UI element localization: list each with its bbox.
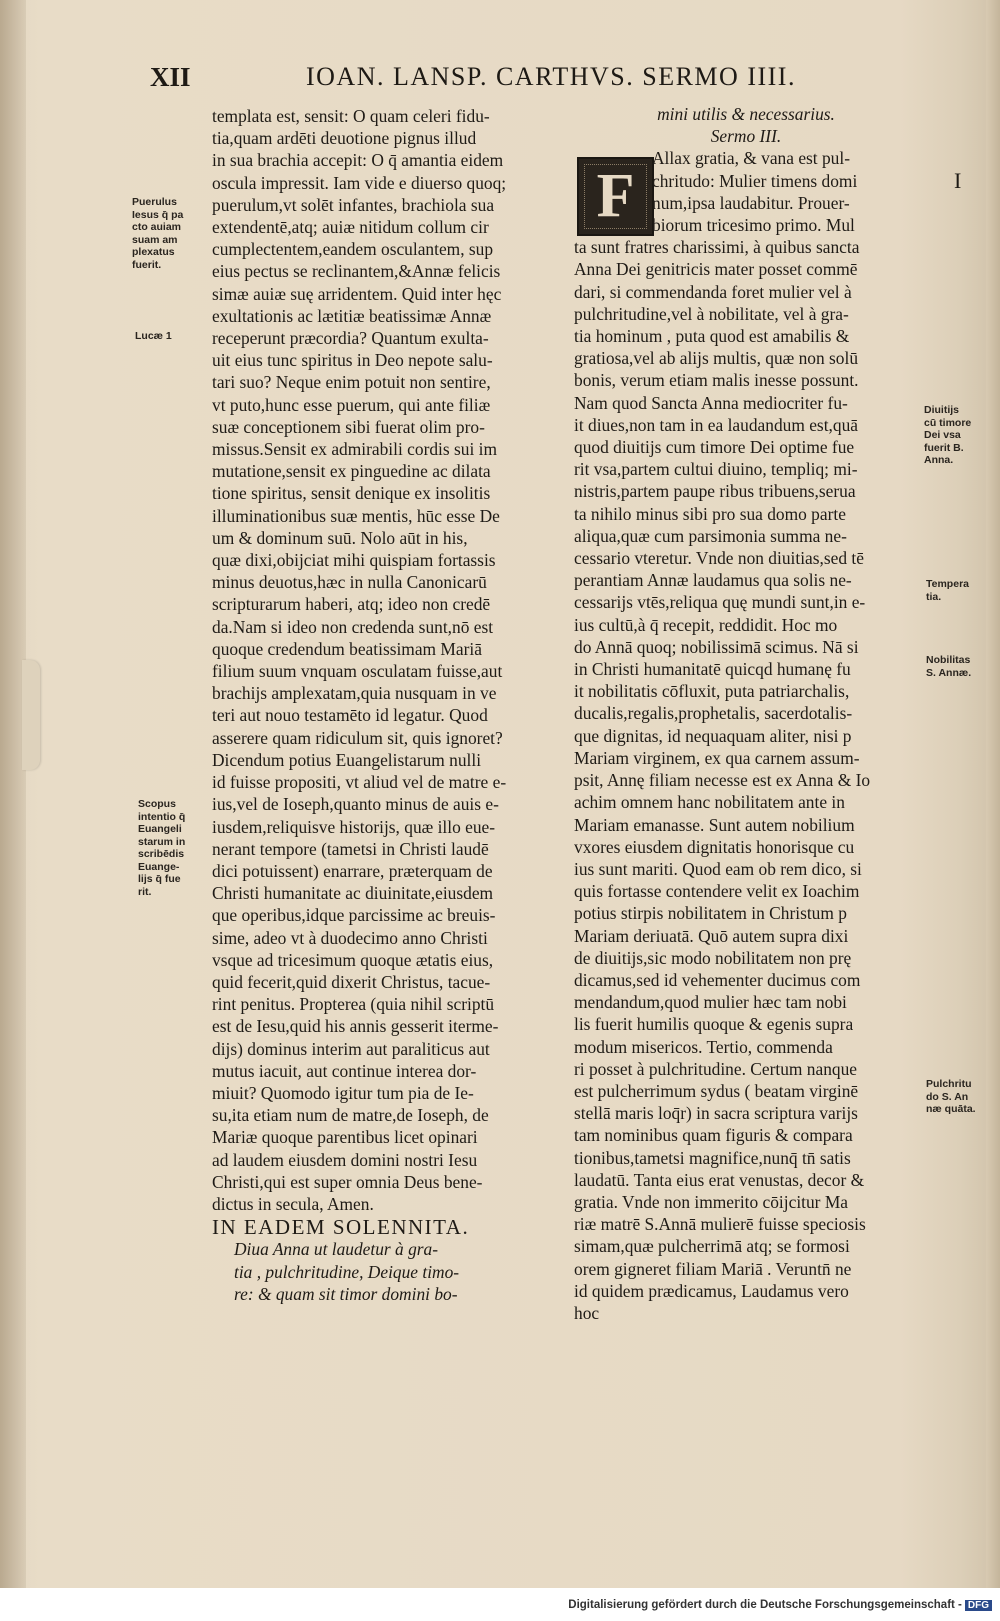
text-line: it diues,non tam in ea laudandum est,quā: [574, 414, 858, 435]
page-number: XII: [150, 62, 191, 92]
text-line: exultationis ac lætitiæ beatissimæ Annæ: [212, 305, 492, 326]
text-line: id quidem prædicamus, Laudamus vero: [574, 1280, 849, 1301]
text-line: riæ matrē S.Annā mulierē fuisse speciosis: [574, 1214, 866, 1235]
margin-note-line: intentio q̄: [138, 810, 186, 823]
margin-note-line: fuerit.: [132, 258, 162, 271]
text-line: dictus in secula, Amen.: [212, 1193, 374, 1214]
section-summary: [212, 1238, 550, 1305]
margin-note-luke: [135, 330, 172, 343]
text-line: cessario vteretur. Vnde non diuitias,sed tē: [574, 548, 864, 569]
text-line: psit, Annę filiam necesse est ex Anna & Io: [574, 770, 871, 791]
margin-note-line: Puerulus: [132, 196, 177, 208]
text-line: est de Iesu,quid his annis gesserit iterme-: [212, 1016, 499, 1037]
text-line: ius cultū,à q̄ recepit, reddidit. Hoc mo: [574, 614, 838, 635]
text-line: quid fecerit,quid dixerit Christus, tacue-: [212, 971, 491, 992]
left-column-lines: [212, 105, 550, 1215]
text-line: uit eius tunc spiritus in Deo nepote salu-: [212, 350, 493, 371]
margin-note-line: Dei vsa: [924, 429, 961, 441]
text-line: in sua brachia accepit: O q̄ amantia eidem: [212, 150, 504, 171]
summary-line: tia , pulchritudine, Deique timo-: [234, 1261, 460, 1282]
decorated-initial: F: [577, 157, 654, 236]
text-line: dici potuissent) enarrare, præterquam de: [212, 860, 493, 881]
text-line: Mariam emanasse. Sunt autem nobilium: [574, 814, 855, 835]
credit-text: Digitalisierung gefördert durch die Deutsche Forschungsgemeinschaft -: [568, 1599, 962, 1611]
text-line: vt puto,hunc esse puerum, qui ante filiæ: [212, 394, 491, 415]
text-line: chritudo: Mulier timens domi: [652, 170, 858, 191]
margin-note-line: Tempera: [926, 578, 969, 590]
text-line: quis fortasse contendere velit ex Ioachim: [574, 881, 860, 902]
text-line: su,ita etiam num de matre,de Ioseph, de: [212, 1105, 489, 1126]
text-line: tia hominum , puta quod est amabilis &: [574, 326, 850, 347]
text-line: iusdem,reliquisve historijs, quæ illo eue-: [212, 816, 496, 837]
text-line: hoc: [574, 1302, 600, 1323]
text-line: cumplectentem,eandem osculantem, sup: [212, 239, 494, 260]
text-line: dicamus,sed id vehementer ducimus com: [574, 969, 861, 990]
margin-note-line: starum in: [138, 835, 186, 848]
margin-note-puerulus: [132, 196, 183, 271]
text-line: ius,vel de Ioseph,quanto minus de auis e-: [212, 794, 499, 815]
margin-note-line: Scopus: [138, 798, 176, 810]
margin-note-line: suam am: [132, 233, 178, 246]
margin-note-scopus: [138, 798, 185, 898]
margin-note-line: cū timore: [924, 416, 972, 429]
text-line: que operibus,idque parcissime ac breuis-: [212, 905, 496, 926]
text-line: receperunt præcordia? Quantum exulta-: [212, 328, 489, 349]
text-line: oscula impressit. Iam vide e diuerso quoq;: [212, 172, 507, 193]
margin-note-line: do S. An: [926, 1090, 969, 1103]
summary-continuation: mini utilis & necessarius.: [657, 104, 835, 124]
right-text-column: [574, 103, 918, 1324]
text-line: ta nihilo minus sibi pro sua domo parte: [574, 503, 846, 524]
text-line: mendandum,quod mulier hæc tam nobi: [574, 992, 847, 1013]
text-line: Dicendum potius Euangelistarum nulli: [212, 749, 482, 770]
text-line: dari, si commendanda foret mulier vel à: [574, 281, 852, 302]
text-line: rint penitus. Propterea (quia nihil scriptū: [212, 994, 495, 1015]
text-line: potius stirpis nobilitatem in Christum p: [574, 903, 847, 924]
text-line: quod diuitijs cum timore Dei optime fue: [574, 437, 855, 458]
text-line: num,ipsa laudabitur. Prouer-: [652, 192, 850, 213]
text-line: orem gigneret filiam Mariā . Veruntn̄ ne: [574, 1258, 852, 1279]
text-line: ri posset à pulchritudine. Certum nanque: [574, 1058, 858, 1079]
text-line: Allax gratia, & vana est pul-: [652, 148, 850, 169]
margin-note-line: Iesus q̄ pa: [132, 208, 184, 221]
left-text-column: [212, 105, 550, 1305]
text-line: vsque ad tricesimum quoque ætatis eius,: [212, 949, 494, 970]
text-line: simam,quæ pulcherrimā atq; se formosi: [574, 1236, 850, 1257]
text-line: missus.Sensit ex admirabili cordis sui im: [212, 439, 498, 460]
text-line: nerant tempore (tametsi in Christi laudē: [212, 838, 489, 859]
text-line: rit vsa,partem cultui diuino, templiq; mi-: [574, 459, 858, 480]
sermon-title: Sermo III.: [710, 126, 782, 147]
text-line: biorum tricesimo primo. Mul: [652, 215, 855, 236]
text-line: aliqua,quæ cum parsimonia summa ne-: [574, 525, 847, 546]
text-line: gratiosa,vel ab alijs multis, quæ non solū: [574, 348, 859, 369]
margin-note-line: Anna.: [924, 454, 954, 466]
text-line: da.Nam si ideo non credenda sunt,nō est: [212, 616, 494, 637]
margin-note-line: plexatus: [132, 246, 175, 258]
text-line: achim omnem hanc nobilitatem ante in: [574, 792, 845, 813]
text-line: quæ dixi,obijciat mihi quispiam fortassis: [212, 550, 496, 571]
text-line: it nobilitatis cōfluxit, puta patriarchalis,: [574, 681, 850, 702]
text-line: suæ conceptionem sibi fuerat olim pro-: [212, 416, 485, 437]
text-line: Mariæ quoque parentibus licet opinari: [212, 1127, 478, 1148]
margin-note-line: tia.: [926, 590, 942, 603]
text-line: do Annā quoq; nobilissimā scimus. Nā si: [574, 636, 859, 657]
right-column-lines: [574, 236, 918, 1324]
dfg-logo: DFG: [965, 1600, 992, 1611]
text-line: ad laudem eiusdem domini nostri Iesu: [212, 1149, 478, 1170]
text-line: filium suum vnquam osculatam fuisse,aut: [212, 661, 503, 682]
margin-note-line: S. Annæ.: [926, 666, 972, 679]
margin-note-line: Euangeli: [138, 823, 182, 835]
text-line: in Christi humanitatē quicqd humanę fu: [574, 659, 851, 680]
text-line: stellā maris loq̄r) in sacra scriptura varijs: [574, 1103, 858, 1124]
text-line: templata est, sensit: O quam celeri fidu-: [212, 106, 490, 126]
text-line: Anna Dei genitricis mater posset commē: [574, 259, 858, 280]
margin-note-line: cto auiam: [132, 221, 182, 233]
text-line: sime, adeo vt à duodecimo anno Christi: [212, 927, 488, 948]
text-line: Christi humanitate ac diuinitate,eiusdem: [212, 883, 494, 904]
text-line: nistris,partem paupe ribus tribuens,serua: [574, 481, 856, 502]
text-line: brachijs amplexatam,quia nusquam in ve: [212, 683, 497, 704]
text-line: ius sunt mariti. Quod eam ob rem dico, si: [574, 858, 862, 879]
margin-note-line: Lucæ 1: [135, 330, 172, 342]
text-line: que dignitas, id nequaquam aliter, nisi p: [574, 725, 852, 746]
text-line: gratia. Vnde non immerito cōijcitur Ma: [574, 1191, 848, 1212]
margin-note-line: scribēdis: [138, 848, 185, 860]
text-line: illuminationibus suæ mentis, hūc esse De: [212, 505, 500, 526]
text-line: tione spiritus, sensit denique ex insolitis: [212, 483, 491, 504]
text-line: modum misericos. Tertio, commenda: [574, 1036, 833, 1057]
margin-note-diuitijs: [924, 404, 971, 467]
text-line: mutatione,sensit ex pinguedine ac dilata: [212, 461, 491, 482]
text-line: simæ auiæ suę arridentem. Quid inter hęc: [212, 283, 502, 304]
text-line: cessarijs vtēs,reliqua quę mundi sunt,in e-: [574, 592, 866, 613]
text-line: Nam quod Sancta Anna mediocriter fu-: [574, 392, 848, 413]
running-head: IOAN. LANSP. CARTHVS. SERMO IIII.: [306, 62, 796, 91]
text-line: vxores eiusdem dignitatis honorisque cu: [574, 836, 855, 857]
section-heading: IN EADEM SOLENNITA.: [212, 1215, 470, 1240]
summary-line: re: & quam sit timor domini bo-: [234, 1283, 458, 1304]
text-line: tia,quam ardēti deuotione pignus illud: [212, 128, 477, 149]
text-line: Mariam virginem, ex qua carnem assum-: [574, 747, 860, 768]
text-line: Mariam deriuatā. Quō autem supra dixi: [574, 925, 849, 946]
text-line: ducalis,regalis,prophetalis, sacerdotalis-: [574, 703, 853, 724]
text-line: lis fuerit humilis quoque & egenis supra: [574, 1014, 854, 1035]
margin-note-nobilitas: [926, 654, 971, 679]
page-fold-tab: [22, 660, 40, 770]
text-line: tari suo? Neque enim potuit non sentire,: [212, 372, 491, 393]
text-line: pulchritudine,vel à nobilitate, vel à gra-: [574, 303, 849, 324]
text-line: id fuisse propositi, vt aliud vel de matre e-: [212, 772, 507, 793]
text-line: um & dominum suū. Nolo aūt in his,: [212, 527, 468, 548]
summary-line: Diua Anna ut laudetur à gra-: [234, 1239, 439, 1260]
opening-lines: [574, 147, 918, 236]
text-line: bonis, verum etiam malis inesse possunt.: [574, 370, 859, 391]
digitization-credit: [568, 1599, 992, 1611]
text-line: teri aut nouo testamēto id legatur. Quod: [212, 705, 488, 726]
text-line: dijs) dominus interim aut paraliticus aut: [212, 1038, 490, 1059]
text-line: tionibus,tametsi magnifice,nunq̄ tn̄ satis: [574, 1147, 851, 1168]
text-line: mutus iacuit, aut continue interea dor-: [212, 1060, 477, 1081]
text-line: ta sunt fratres charissimi, à quibus sancta: [574, 237, 860, 258]
side-signature-mark: I: [954, 168, 962, 193]
text-line: miuit? Quomodo igitur tum pia de Ie-: [212, 1082, 474, 1103]
text-line: scripturarum haberi, atq; ideo non credē: [212, 594, 491, 615]
margin-note-line: Diuitijs: [924, 404, 960, 416]
text-line: Christi,qui est super omnia Deus bene-: [212, 1171, 483, 1192]
margin-note-line: lijs q̄ fue: [138, 873, 181, 885]
margin-note-line: fuerit B.: [924, 441, 964, 454]
text-line: est pulcherrimum sydus ( beatam virginē: [574, 1080, 859, 1101]
text-line: quoque credendum beatissimam Mariā: [212, 638, 482, 659]
margin-note-line: Euange-: [138, 860, 180, 873]
margin-note-line: Pulchritu: [926, 1078, 972, 1090]
text-line: laudatū. Tanta eius erat venustas, decor &: [574, 1169, 865, 1190]
text-line: de diuitijs,sic modo nobilitatem non prę: [574, 947, 852, 968]
text-line: extendentē,atq; auiæ nitidum collum cir: [212, 217, 489, 238]
margin-note-line: Nobilitas: [926, 654, 971, 666]
text-line: tam nominibus quam figuris & compara: [574, 1125, 853, 1146]
text-line: perantiam Annæ laudamus qua solis ne-: [574, 570, 852, 591]
margin-note-line: rit.: [138, 885, 152, 898]
text-line: minus deuotus,hæc in nulla Canonicarū: [212, 572, 487, 593]
page-gutter: [0, 0, 26, 1588]
page-right-edge: [986, 0, 1000, 1588]
text-line: puerulum,vt solēt infantes, brachiola sua: [212, 194, 495, 215]
margin-note-line: næ quāta.: [926, 1103, 976, 1115]
margin-note-pulchritudo: [926, 1078, 976, 1116]
text-line: eius pectus se reclinantem,&Annæ felicis: [212, 261, 501, 282]
text-line: asserere quam ridiculum sit, quis ignoret?: [212, 727, 503, 748]
margin-note-temperantia: [926, 578, 969, 603]
